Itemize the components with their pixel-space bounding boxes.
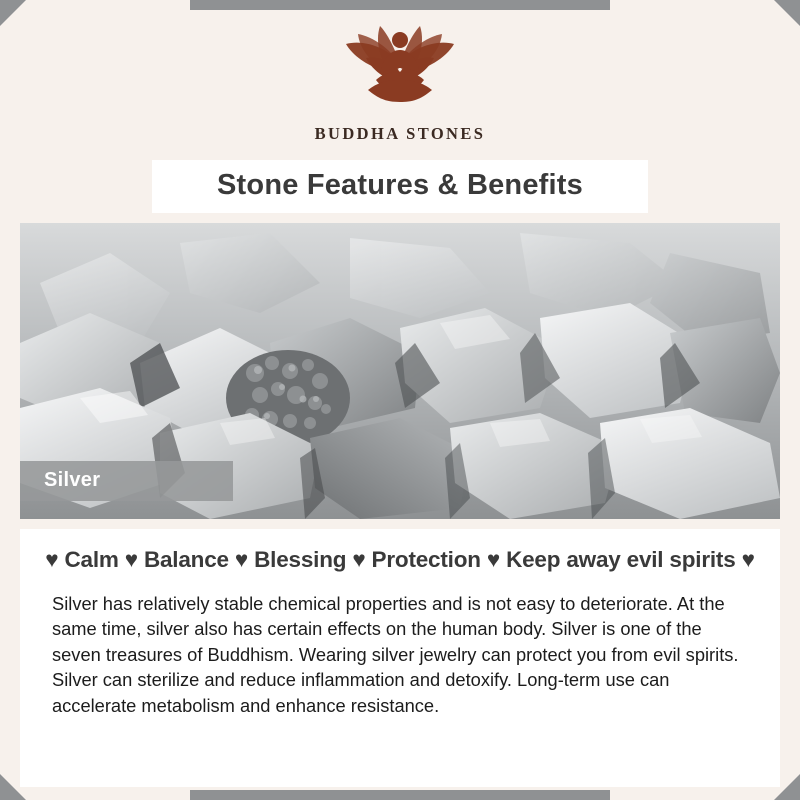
description-text: Silver has relatively stable chemical properties and is not easy to deteriorate. At the same time, silver also has certain effects on the human body. Silver is one of the seven treasures of Buddhism. Wearing silver jewelry can protect you from evil spirits. Silver can sterilize and reduce inflammation and detoxify. Long-term use can accelerate metabolism and enhance resistance. (52, 593, 739, 716)
brand-header (0, 0, 800, 144)
page-title: Stone Features & Benefits (217, 169, 583, 201)
content-panel (20, 529, 780, 787)
stone-name-label: Silver (20, 461, 233, 501)
lotus-meditation-figure-icon (0, 22, 800, 118)
brand-name: BUDDHA STONES (314, 124, 486, 143)
edge-strip-bottom (190, 790, 610, 800)
hero-image (20, 223, 780, 519)
corner-decoration-bottom-left (0, 774, 26, 800)
page-title-bar (152, 160, 648, 213)
corner-decoration-bottom-right (774, 774, 800, 800)
benefits-line: ♥ Calm ♥ Balance ♥ Blessing ♥ Protection ♥ Keep away evil spirits ♥ (45, 547, 755, 572)
